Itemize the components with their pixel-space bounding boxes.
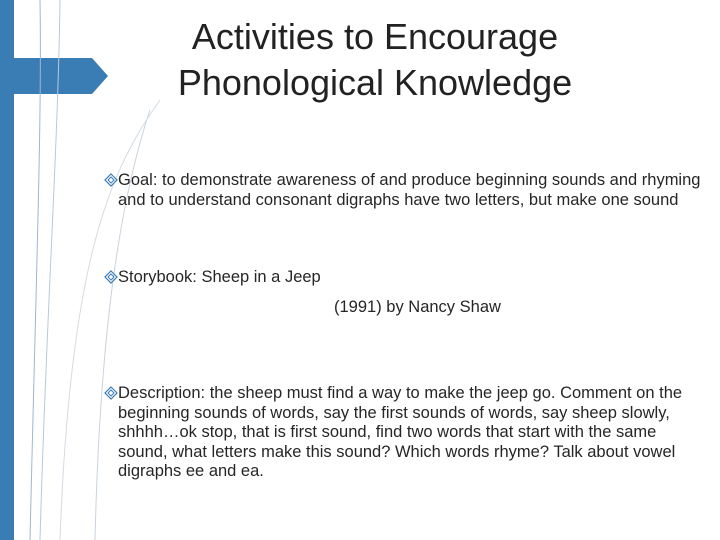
decor-curve-1 bbox=[30, 0, 40, 540]
diamond-bullet-icon bbox=[104, 270, 118, 284]
storybook-line-1: Storybook: Sheep in a Jeep bbox=[118, 268, 321, 286]
left-accent-bar bbox=[0, 0, 14, 540]
bullet-storybook bbox=[104, 268, 704, 317]
bullet-goal bbox=[104, 171, 704, 210]
bullet-description-text: Description: the sheep must find a way to make the jeep go. Comment on the beginning sounds of words, say the first sounds of words, say sheep slowly, shhhh…ok stop, that is first sound, find two words that start with the same sound, what letters make this sound? Which words rhyme? Talk about vowel digraphs ee and ea. bbox=[118, 384, 683, 480]
title-arrow-banner bbox=[14, 58, 108, 94]
bullet-goal-text: Goal: to demonstrate awareness of and produce beginning sounds and rhyming and to understand consonant digraphs have two letters, but make one sound bbox=[118, 171, 701, 209]
decor-curve-2 bbox=[40, 0, 60, 540]
title-line-1: Activities to Encourage bbox=[191, 16, 559, 57]
bullet-storybook-text bbox=[118, 268, 704, 317]
diamond-bullet-icon bbox=[104, 386, 118, 400]
diamond-bullet-icon bbox=[104, 173, 118, 187]
bullet-description bbox=[104, 384, 704, 482]
storybook-line-2: (1991) by Nancy Shaw bbox=[334, 297, 501, 316]
slide-title bbox=[110, 14, 640, 106]
title-line-2: Phonological Knowledge bbox=[177, 62, 573, 103]
